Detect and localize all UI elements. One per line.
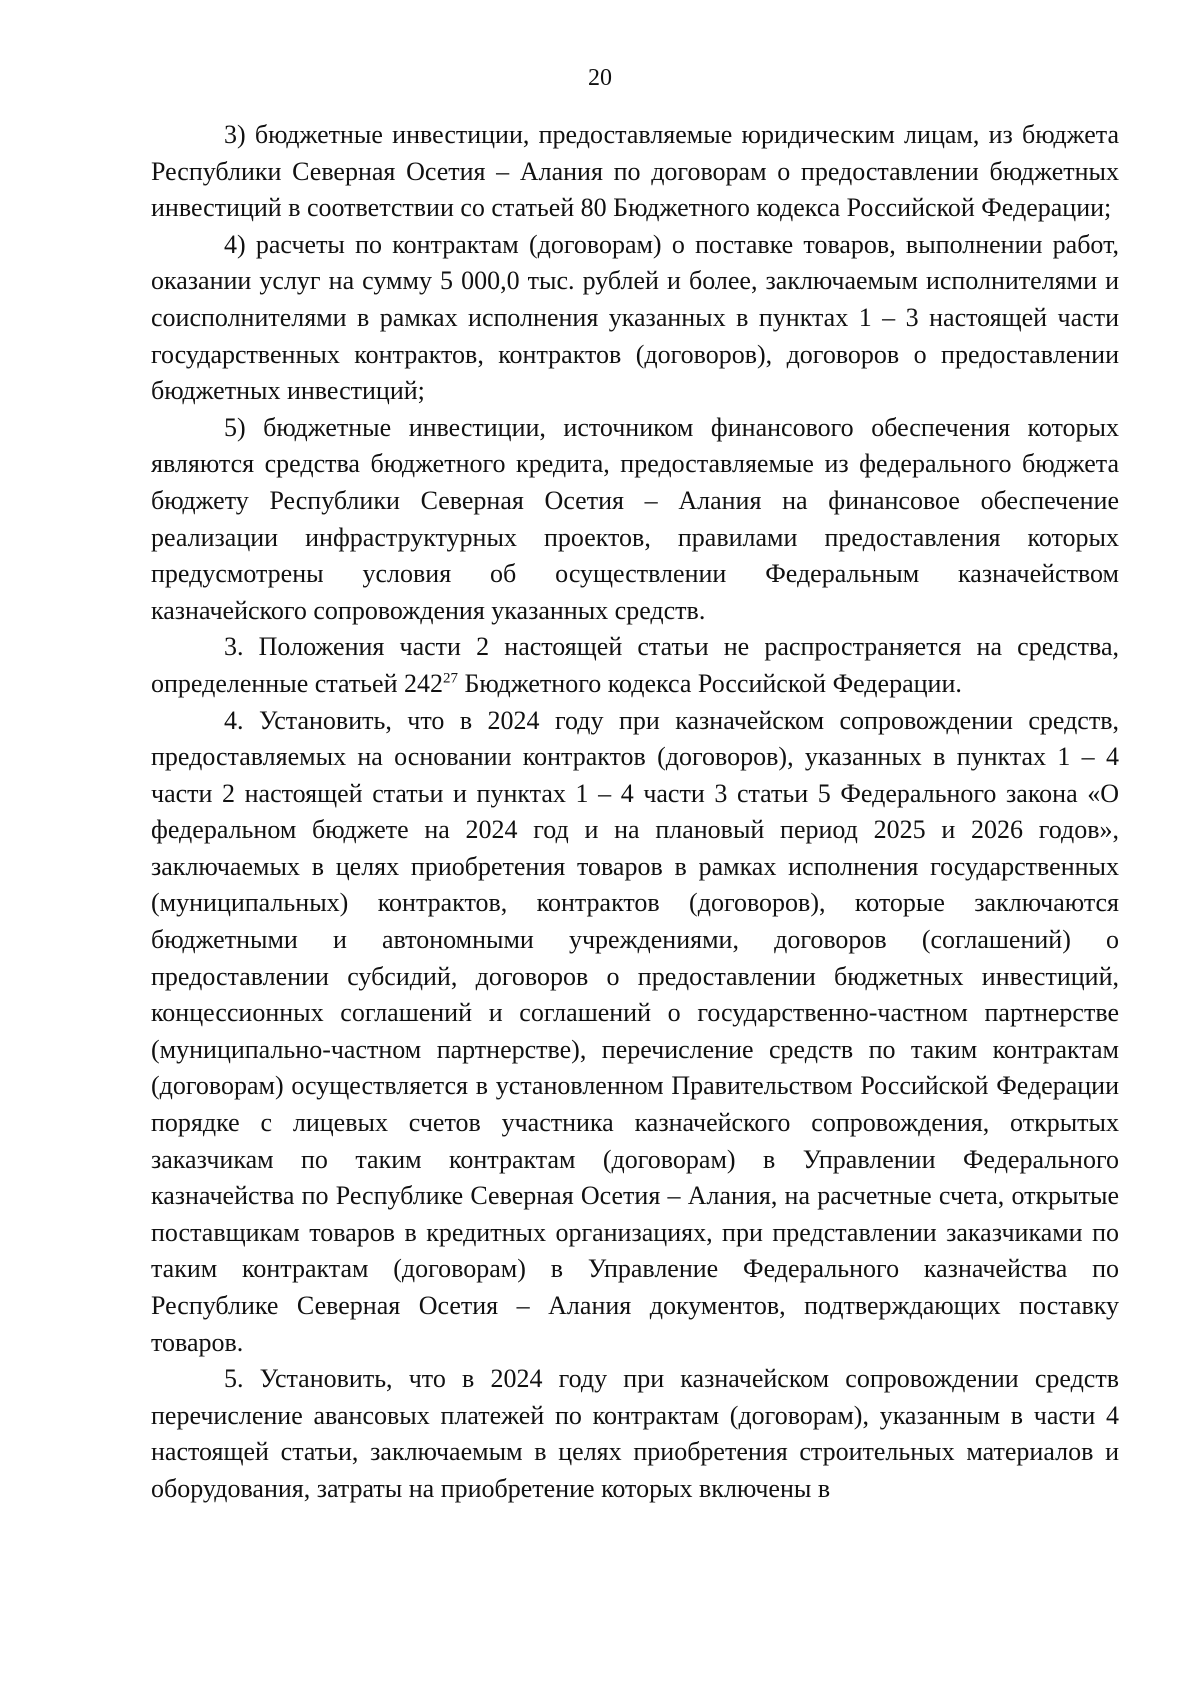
article-superscript: 27: [443, 670, 458, 687]
paragraph-item-3: 3) бюджетные инвестиции, предоставляемые юридическим лицам, из бюджета Республики Северная Осетия – Алания по договорам о предоставлении бюджетных инвестиций в соответствии со статьей 80 Бюджетного кодекса Российской Федерации;: [151, 120, 1119, 223]
paragraph-part-5: 5. Установить, что в 2024 году при казначейском сопровождении средств перечисление авансовых платежей по контрактам (договорам), указанным в части 4 настоящей статьи, заключаемым в целях приобретения строительных материалов и оборудования, затраты на приобретение которых включены в: [151, 1364, 1119, 1503]
paragraph-item-5: 5) бюджетные инвестиции, источником финансового обеспечения которых являются средства бюджетного кредита, предоставляемые из федерального бюджета бюджету Республики Северная Осетия – Алания на финансовое обеспечение реализации инфраструктурных проектов, правилами предоставления которых предусмотрены условия об осуществлении Федеральным казначейством казначейского сопровождения указанных средств.: [151, 412, 1119, 625]
paragraph-part-3-text: 3. Положения части 2 настоящей статьи не распространяется на средства, определенные статьей 242: [151, 632, 1119, 698]
paragraph-item-4: 4) расчеты по контрактам (договорам) о поставке товаров, выполнении работ, оказании услуг на сумму 5 000,0 тыс. рублей и более, заключаемым исполнителями и соисполнителями в рамках исполнения указанных в пунктах 1 – 3 настоящей части государственных контрактов, контрактов (договоров), договоров о предоставлении бюджетных инвестиций;: [151, 229, 1119, 406]
paragraph-part-3: [151, 629, 1119, 702]
document-body: [151, 117, 1119, 1508]
paragraph-part-4: 4. Установить, что в 2024 году при казначейском сопровождении средств, предоставляемых на основании контрактов (договоров), указанных в пунктах 1 – 4 части 2 настоящей статьи и пунктах 1 – 4 части 3 статьи 5 Федерального закона «О федеральном бюджете на 2024 год и на плановый период 2025 и 2026 годов», заключаемых в целях приобретения товаров в рамках исполнения государственных (муниципальных) контрактов, контрактов (договоров), которые заключаются бюджетными и автономными учреждениями, договоров (соглашений) о предоставлении субсидий, договоров о предоставлении бюджетных инвестиций, концессионных соглашений и соглашений о государственно-частном партнерстве (муниципально-частном партнерстве), перечисление средств по таким контрактам (договорам) осуществляется в установленном Правительством Российской Федерации порядке с лицевых счетов участника казначейского сопровождения, открытых заказчикам по таким контрактам (договорам) в Управлении Федерального казначейства по Республике Северная Осетия – Алания, на расчетные счета, открытые поставщикам товаров в кредитных организациях, при представлении заказчиками по таким контрактам (договорам) в Управление Федерального казначейства по Республике Северная Осетия – Алания документов, подтверждающих поставку товаров.: [151, 705, 1119, 1357]
page-number: 20: [588, 65, 612, 91]
paragraph-part-3-text-end: Бюджетного кодекса Российской Федерации.: [458, 668, 962, 698]
